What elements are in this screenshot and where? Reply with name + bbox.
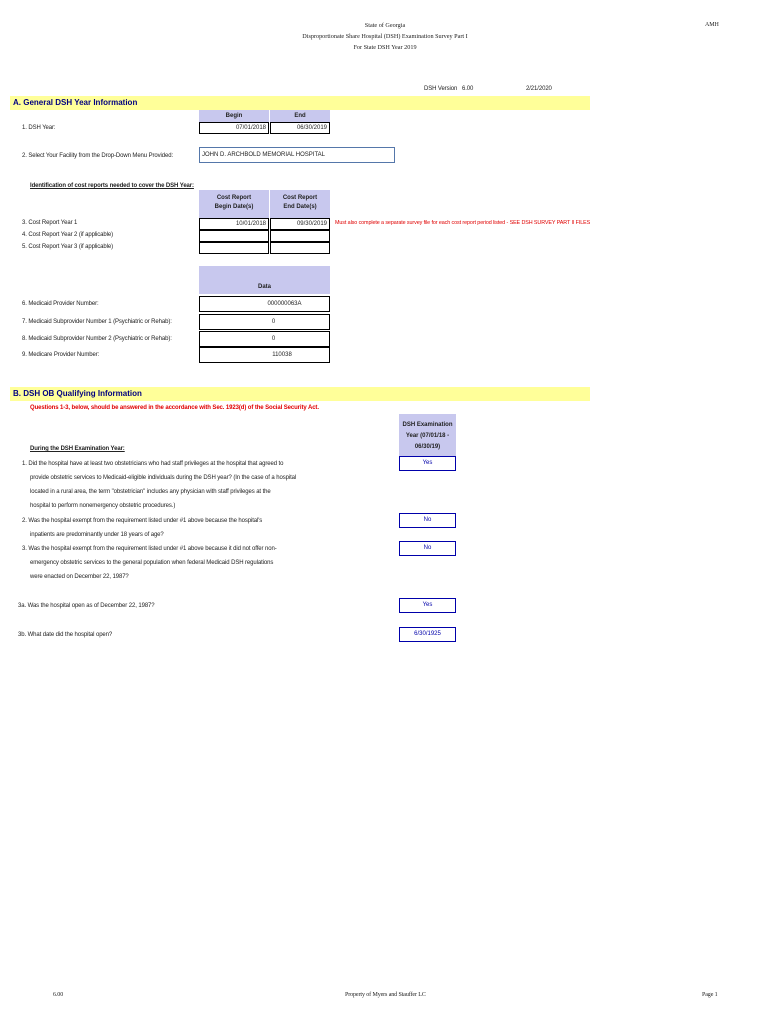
footer-property: Property of Myers and Stauffer LC xyxy=(345,992,426,998)
q1-line-4: hospital to perform nonemergency obstetric procedures.) xyxy=(30,503,176,509)
exam-year-header-line3: 06/30/19) xyxy=(414,444,441,450)
q3-answer-select[interactable]: No xyxy=(399,541,456,556)
medicaid-subprovider-1[interactable]: 0 xyxy=(199,314,330,330)
section-b-bar xyxy=(10,387,590,401)
version-value: 6.00 xyxy=(462,86,474,92)
section-b-note: Questions 1-3, below, should be answered in the accordance with Sec. 1923(d) of the Social Security Act. xyxy=(30,405,319,411)
footer-version: 6.00 xyxy=(53,992,64,998)
begin-header: Begin xyxy=(199,110,269,122)
q1-line-3: located in a rural area, the term "obstetrician" includes any physician with staff privileges at the xyxy=(30,489,271,495)
dsh-year-label: 1. DSH Year: xyxy=(22,125,56,131)
provider-row-6-label: 6. Medicaid Provider Number: xyxy=(22,301,99,307)
cost-report-note: Must also complete a separate survey file for each cost report period listed - SEE DSH SURVEY PART II FILES xyxy=(335,220,591,226)
cost-report-1-label: 3. Cost Report Year 1 xyxy=(22,220,78,226)
q3a-label: 3a. Was the hospital open as of December 22, 1987? xyxy=(18,603,155,609)
dsh-year-end-field[interactable]: 06/30/2019 xyxy=(270,122,330,134)
dsh-year-begin-field[interactable]: 07/01/2018 xyxy=(199,122,269,134)
q3b-answer-field[interactable]: 6/30/1925 xyxy=(399,627,456,642)
exam-year-header-line2: Year (07/01/18 - xyxy=(405,433,450,439)
end-header: End xyxy=(270,110,330,122)
medicaid-subprovider-2[interactable]: 0 xyxy=(199,331,330,347)
q1-line-1: 1. Did the hospital have at least two obstetricians who had staff privileges at the hospital that agreed to xyxy=(22,461,284,467)
cr-end-header-line2: End Date(s) xyxy=(283,204,317,210)
header-dsh-year: For State DSH Year 2019 xyxy=(353,44,417,51)
cost-reports-heading: Identification of cost reports needed to cover the DSH Year: xyxy=(30,183,194,189)
cost-report-2-begin[interactable] xyxy=(199,230,269,242)
cost-report-3-begin[interactable] xyxy=(199,242,269,254)
cost-report-1-begin[interactable]: 10/01/2018 xyxy=(199,218,269,230)
q3-line-1: 3. Was the hospital exempt from the requirement listed under #1 above because it did not offer non- xyxy=(22,546,277,552)
cost-report-1-end[interactable]: 09/30/2019 xyxy=(270,218,330,230)
exam-year-header xyxy=(399,414,456,458)
q2-answer-select[interactable]: No xyxy=(399,513,456,528)
section-b-title: B. DSH OB Qualifying Information xyxy=(13,389,142,398)
provider-row-7-label: 7. Medicaid Subprovider Number 1 (Psychiatric or Rehab): xyxy=(22,319,172,325)
q3a-answer-select[interactable]: Yes xyxy=(399,598,456,613)
q1-line-2: provide obstetric services to Medicaid-eligible individuals during the DSH year? (In the case of a hospital xyxy=(30,475,297,481)
exam-year-header-line1: DSH Examination xyxy=(402,422,453,428)
q2-line-1: 2. Was the hospital exempt from the requirement listed under #1 above because the hospital's xyxy=(22,518,263,524)
header-state: State of Georgia xyxy=(364,22,406,29)
provider-row-9-label: 9. Medicare Provider Number: xyxy=(22,352,100,358)
medicaid-provider-number[interactable]: 000000063A xyxy=(199,296,330,312)
q3-line-3: were enacted on December 22, 1987? xyxy=(30,574,129,580)
cr-begin-header xyxy=(199,190,269,218)
data-header: Data xyxy=(199,266,330,294)
medicare-provider-number[interactable]: 110038 xyxy=(199,347,330,363)
cost-report-2-label: 4. Cost Report Year 2 (if applicable) xyxy=(22,232,114,238)
provider-row-8-label: 8. Medicaid Subprovider Number 2 (Psychiatric or Rehab): xyxy=(22,336,172,342)
version-label: DSH Version xyxy=(424,86,458,92)
section-a-title: A. General DSH Year Information xyxy=(13,98,138,107)
q2-line-2: inpatients are predominantly under 18 years of age? xyxy=(30,532,164,538)
header-date: 2/21/2020 xyxy=(526,86,552,92)
cost-report-2-end[interactable] xyxy=(270,230,330,242)
cr-end-header-line1: Cost Report xyxy=(282,195,318,201)
q3b-label: 3b. What date did the hospital open? xyxy=(18,632,113,638)
header-survey-title: Disproportionate Share Hospital (DSH) Examination Survey Part I xyxy=(302,33,468,40)
cr-begin-header-line2: Begin Date(s) xyxy=(214,204,254,210)
header-initials: AMH xyxy=(705,22,719,28)
cost-report-3-label: 5. Cost Report Year 3 (if applicable) xyxy=(22,244,114,250)
facility-dropdown[interactable]: JOHN D. ARCHBOLD MEMORIAL HOSPITAL xyxy=(199,147,395,163)
during-label: During the DSH Examination Year: xyxy=(30,446,125,452)
section-a-bar xyxy=(10,96,590,110)
q3-line-2: emergency obstetric services to the general population when federal Medicaid DSH regulations xyxy=(30,560,274,566)
q1-answer-select[interactable]: Yes xyxy=(399,456,456,471)
cr-begin-header-line1: Cost Report xyxy=(216,195,252,201)
facility-label: 2. Select Your Facility from the Drop-Down Menu Provided: xyxy=(22,153,174,159)
cost-report-3-end[interactable] xyxy=(270,242,330,254)
footer-page: Page 1 xyxy=(702,992,718,998)
cr-end-header xyxy=(270,190,330,218)
